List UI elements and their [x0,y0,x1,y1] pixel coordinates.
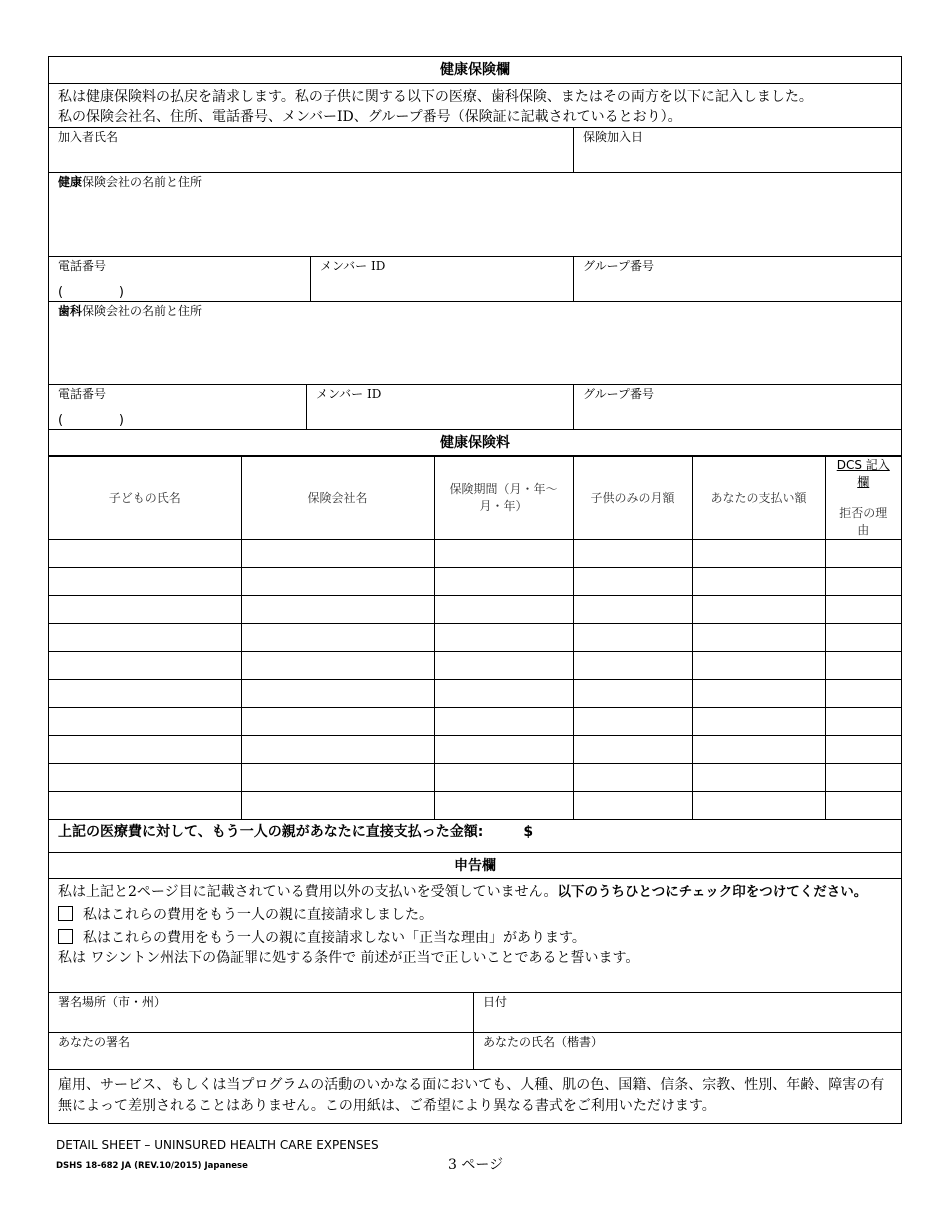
signing-row [49,993,901,1033]
perjury-oath: 私は ワシントン州法下の偽証罪に処する条件で 前述が正当で正しいことであると誓います。 [58,950,640,966]
premium-table-row [49,708,901,736]
premium-table-row [49,652,901,680]
premium-table-row [49,568,901,596]
premium-table-cell[interactable] [434,596,573,624]
signing-place-label: 署名場所（市・州） [58,995,167,1009]
declaration-header: 申告欄 [49,853,901,879]
premium-table-cell[interactable] [49,624,241,652]
col-child-monthly-cost: 子供のみの月額 [573,457,692,540]
col-your-payment: あなたの支払い額 [692,457,825,540]
premium-table-cell[interactable] [241,596,434,624]
amount-paid-label: 上記の医療費に対して、もう一人の親があなたに直接支払った金額: [58,824,484,840]
premium-table-cell[interactable] [241,764,434,792]
premium-table-cell[interactable] [692,764,825,792]
health-insurer-field[interactable] [49,173,901,257]
dollar-sign: $ [523,824,534,840]
checkbox-good-cause[interactable] [58,929,73,944]
date-label: 日付 [483,995,508,1009]
declaration-body [49,879,901,993]
health-phone-area-code: ( ) [58,285,124,300]
intro-line-2: 私の保険会社名、住所、電話番号、メンバーID、グループ番号（保険証に記載されているとおり）。 [58,109,682,125]
premium-table-cell[interactable] [49,596,241,624]
premium-table-cell[interactable] [434,624,573,652]
enrollment-date-label: 保険加入日 [583,130,644,144]
checkbox-billed-directly[interactable] [58,906,73,921]
dental-contact-row [49,385,901,430]
page-number: 3 ページ [448,1157,504,1173]
signing-place-field[interactable] [49,993,474,1032]
premium-table-cell[interactable] [692,596,825,624]
health-phone-label: 電話番号 [58,259,107,273]
dental-phone-label: 電話番号 [58,387,107,401]
premium-table-cell[interactable] [825,652,901,680]
premium-table-row [49,680,901,708]
signature-field[interactable] [49,1033,474,1069]
dental-group-number-label: グループ番号 [583,387,655,401]
health-group-number-field[interactable] [574,257,901,301]
col-child-name: 子どもの氏名 [49,457,241,540]
premium-table-cell[interactable] [692,680,825,708]
premium-table-cell[interactable] [49,764,241,792]
premium-table-cell[interactable] [241,540,434,568]
premium-table-row [49,596,901,624]
printed-name-field[interactable] [474,1033,901,1069]
premium-table-row [49,764,901,792]
premium-table-cell[interactable] [573,736,692,764]
premium-table-cell[interactable] [573,540,692,568]
col-coverage-period: 保険期間（月・年～月・年） [434,457,573,540]
detail-sheet-form [48,56,902,1124]
dental-phone-field[interactable] [49,385,307,429]
subscriber-name-label: 加入者氏名 [58,130,119,144]
premium-table-cell[interactable] [692,624,825,652]
health-member-id-label: メンバー ID [320,259,386,273]
subscriber-row [49,128,901,173]
premium-table-cell[interactable] [49,708,241,736]
premium-table-cell[interactable] [825,764,901,792]
premium-table-cell[interactable] [692,708,825,736]
col-insurer-name: 保険会社名 [241,457,434,540]
premium-table-cell[interactable] [573,764,692,792]
premium-table-cell[interactable] [241,708,434,736]
premium-table-cell[interactable] [573,596,692,624]
premium-table-header-row [49,457,901,540]
premium-table-cell[interactable] [692,568,825,596]
premium-table-cell[interactable] [434,540,573,568]
signature-row [49,1033,901,1070]
premium-table-cell[interactable] [825,708,901,736]
premium-table-cell[interactable] [49,568,241,596]
premium-table-cell[interactable] [573,624,692,652]
premium-table-cell[interactable] [241,652,434,680]
premium-table-cell[interactable] [434,680,573,708]
dental-insurer-label: 歯科保険会社の名前と住所 [58,304,203,318]
col-dcs-use: DCS 記入欄 拒否の理由 [825,457,901,540]
declaration-statement: 私は上記と2ページ目に記載されている費用以外の支払いを受領していません。以下のうちひとつにチェック印をつけてください。 [58,884,868,900]
form-code: DSHS 18-682 JA (REV.10/2015) Japanese [56,1161,248,1171]
health-phone-field[interactable] [49,257,311,301]
premium-table-cell[interactable] [825,736,901,764]
health-contact-row [49,257,901,302]
premium-table-cell[interactable] [49,540,241,568]
premium-table-cell[interactable] [241,568,434,596]
premium-table-cell[interactable] [573,680,692,708]
health-insurance-header: 健康保険欄 [49,57,901,84]
printed-name-label: あなたの氏名（楷書） [483,1035,604,1049]
option-billed-directly[interactable] [58,902,892,925]
health-member-id-field[interactable] [311,257,574,301]
premium-table-cell[interactable] [825,624,901,652]
premium-table-cell[interactable] [825,596,901,624]
premium-table-cell[interactable] [241,736,434,764]
option-good-cause[interactable] [58,925,892,948]
premium-table-cell[interactable] [825,540,901,568]
premium-table-cell[interactable] [49,680,241,708]
intro-line-1: 私は健康保険料の払戻を請求します。私の子供に関する以下の医療、歯科保険、またはその両方を以下に記入しました。 [58,89,813,105]
premium-table-cell[interactable] [692,652,825,680]
dental-member-id-field[interactable] [307,385,574,429]
subscriber-name-field[interactable] [49,128,574,172]
form-title: DETAIL SHEET – UNINSURED HEALTH CARE EXPENSES [56,1138,379,1152]
health-insurance-intro [49,84,901,128]
premium-header: 健康保険料 [49,430,901,456]
premium-table-cell[interactable] [434,568,573,596]
health-group-number-label: グループ番号 [583,259,655,273]
premium-table-cell[interactable] [573,708,692,736]
premium-table-cell[interactable] [692,540,825,568]
dental-insurer-field[interactable] [49,302,901,385]
non-discrimination-notice: 雇用、サービス、もしくは当プログラムの活動のいかなる面においても、人種、肌の色、国籍、信条、宗教、性別、年齢、障害の有無によって差別されることはありません。この用紙は、ご希望により異なる書式をご利用いただけます。 [58,1077,885,1114]
premium-table-cell[interactable] [434,736,573,764]
premium-table-cell[interactable] [434,652,573,680]
premium-table-cell[interactable] [241,680,434,708]
health-insurer-label: 健康保険会社の名前と住所 [58,175,203,189]
premium-table-cell[interactable] [573,568,692,596]
premium-table-cell[interactable] [241,624,434,652]
signature-label: あなたの署名 [58,1035,131,1049]
premium-table-row [49,736,901,764]
other-parent-paid-amount[interactable] [49,813,901,853]
premium-table [49,456,901,820]
dental-phone-area-code: ( ) [58,413,124,428]
option-good-cause-label: 私はこれらの費用をもう一人の親に直接請求しない「正当な理由」があります。 [83,929,586,946]
premium-table-cell[interactable] [692,736,825,764]
premium-table-cell[interactable] [573,652,692,680]
dental-group-number-field[interactable] [574,385,901,429]
option-billed-directly-label: 私はこれらの費用をもう一人の親に直接請求しました。 [83,906,433,923]
dental-member-id-label: メンバー ID [316,387,382,401]
premium-table-cell[interactable] [434,764,573,792]
premium-table-cell[interactable] [434,708,573,736]
premium-table-row [49,624,901,652]
premium-table-cell[interactable] [49,736,241,764]
enrollment-date-field[interactable] [574,128,901,172]
date-field[interactable] [474,993,901,1032]
premium-table-cell[interactable] [49,652,241,680]
premium-table-cell[interactable] [825,568,901,596]
premium-table-row [49,540,901,568]
premium-table-cell[interactable] [825,680,901,708]
